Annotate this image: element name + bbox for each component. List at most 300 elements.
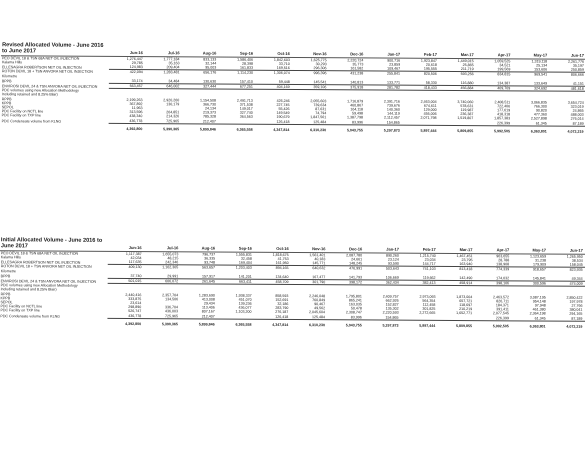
table-cell: 404,169 — [256, 85, 293, 89]
table-cell: 476,991 — [328, 267, 365, 271]
table-cell: 154,865 — [366, 120, 403, 124]
table-cell: 578,631 — [440, 104, 477, 108]
table-cell: 323,019 — [550, 104, 585, 108]
table-cell: 169,404 — [218, 261, 255, 265]
column-header: Aug-16 — [181, 245, 218, 251]
table-cell: 90,467 — [291, 302, 328, 306]
row-label: PDC volumes using new Allocation Methodology — [0, 283, 108, 288]
table-cell: 140,813 — [329, 80, 366, 84]
table-cell: 219,373 — [182, 111, 219, 115]
table-cell: 918,657 — [512, 268, 549, 272]
table-cell: 5,043,755 — [328, 323, 365, 327]
table-cell: 996,396 — [293, 71, 330, 75]
table-cell: 11,963 — [109, 106, 146, 110]
table-cell: 796,737 — [181, 252, 218, 256]
table-cell: 135,302 — [365, 307, 402, 311]
table-cell: 436,778 — [109, 119, 146, 123]
table-cell: 23,859 — [366, 62, 403, 66]
table-cell: 25,865 — [440, 63, 477, 67]
table-cell: 380,041 — [549, 308, 585, 312]
table-cell: 890,260 — [365, 253, 402, 257]
column-header: Jul-16 — [146, 50, 183, 56]
table-cell: 431,238 — [330, 72, 367, 76]
table-cell: 1,777,184 — [146, 57, 183, 61]
table-cell: 4,347,814 — [256, 128, 293, 132]
table-cell: 152,827 — [365, 302, 402, 306]
column-header: Jan-17 — [365, 246, 402, 252]
table-cell: 458,709 — [255, 280, 292, 284]
column-header: Aug-16 — [183, 50, 220, 56]
table-cell: 501,015 — [108, 279, 145, 283]
table-cell: 458,914 — [439, 281, 476, 285]
table-cell: 28,788 — [475, 258, 512, 262]
table-cell: 2,409,757 — [365, 294, 402, 298]
table-cell: 3,654,724 — [550, 100, 585, 104]
column-header: Apr-17 — [477, 52, 514, 58]
table-cell: 4,072,219 — [550, 129, 585, 133]
table-cell: 741,103 — [402, 267, 439, 271]
column-header: Mar-17 — [440, 52, 477, 58]
table-cell: 362,434 — [365, 280, 402, 284]
table-cell: 23,124 — [365, 257, 402, 261]
table-cell: 6,363,801 — [513, 129, 550, 133]
table-cell: 41,753 — [255, 257, 292, 261]
table-cell: 563,657 — [181, 266, 218, 270]
table-cell: 34,484 — [146, 79, 183, 83]
table-cell: 477,360 — [513, 113, 550, 117]
table-cell: 1,203,403 — [218, 266, 255, 270]
table-cell: 130,630 — [182, 79, 219, 83]
table-cell: 807,167 — [181, 310, 218, 314]
table-cell: 2,308,747 — [328, 311, 365, 315]
table-cell: 1,847,561 — [292, 115, 329, 119]
table-cell: 281,782 — [366, 85, 403, 89]
table-title: Initial Allocated Volume - June 2016 to June 2017 — [0, 237, 108, 250]
table-cell: 1,123,659 — [512, 254, 549, 258]
table-cell: 663,411 — [218, 280, 255, 284]
table-cell: 4,392,800 — [109, 127, 146, 131]
table-cell: 1,655,073 — [145, 252, 182, 256]
table-cell: 212,407 — [182, 119, 219, 123]
table-cell: 23,034 — [402, 258, 439, 262]
table-cell: 1,103,200 — [218, 310, 255, 314]
table-cell: 28,398 — [219, 62, 256, 66]
table-cell: 134,387 — [477, 81, 514, 85]
table-cell: 87,631 — [293, 107, 330, 111]
table-cell: 190,679 — [256, 115, 293, 119]
table-cell: 27,766 — [549, 304, 585, 308]
table-cell: 1,117,387 — [108, 252, 145, 256]
table-cell: 564,354 — [402, 299, 439, 303]
table-cell: 157,410 — [219, 79, 256, 83]
table-cell: 2,220,593 — [365, 311, 402, 315]
row-label: RPPB — [0, 292, 108, 297]
table-cell: 153,606 — [513, 68, 550, 72]
table-cell: 5,897,444 — [402, 324, 439, 328]
table-cell: 112,458 — [402, 303, 439, 307]
table-cell: 5,297,873 — [366, 128, 403, 132]
table-cell: 2,087,780 — [328, 253, 365, 257]
row-label: PEO DEVIL 18 & TSN 68A NET OIL INJECTION — [0, 251, 108, 256]
table-cell: 5,809,855 — [439, 129, 476, 133]
column-header: Feb-17 — [402, 246, 439, 252]
table-cell: 264,851 — [145, 110, 182, 114]
table-title: Revised Allocated Volume - June 2016 to June 2017 — [1, 42, 109, 55]
table-cell: 2,391,716 — [366, 99, 403, 103]
table-cell: 6,365,558 — [219, 127, 256, 131]
table-cell: 1,059,525 — [477, 59, 514, 63]
table-cell: 152,691 — [255, 298, 292, 302]
table-cell: 24,865 — [550, 109, 585, 113]
table-cell: 2,491,713 — [219, 98, 256, 102]
row-label: KPPB — [1, 101, 109, 106]
table-cell: 461,380 — [512, 308, 549, 312]
table-cell: 359,106 — [293, 85, 330, 89]
table-cell: 1,923,847 — [403, 58, 440, 62]
table-cell: 2,850,422 — [549, 295, 585, 299]
table-cell: 398,172 — [328, 280, 365, 284]
table-cell: 451,070 — [218, 297, 255, 301]
table-cell: 32,144 — [183, 61, 220, 65]
table-cell: 6,310,230 — [291, 323, 328, 327]
table-cell: 227,745 — [256, 103, 293, 107]
table-cell: 93,748 — [181, 261, 218, 265]
table-cell: 116,880 — [440, 81, 477, 85]
table-cell: 125,484 — [292, 120, 329, 124]
table-cell: 149,549 — [256, 111, 293, 115]
table-cell: 93,590 — [365, 262, 402, 266]
table-cell: 1,114,230 — [219, 71, 256, 75]
table-cell: 1,162,305 — [144, 266, 181, 270]
column-header: Oct-16 — [255, 246, 292, 252]
table-cell: 833,133 — [183, 57, 220, 61]
table-cell: 61,345 — [513, 121, 550, 125]
row-label: ELLESAGRA ROBERTSON NET OIL INJECTION — [1, 65, 109, 70]
table-cell: 40,183 — [292, 257, 329, 261]
table-cell: 59,498 — [329, 111, 366, 115]
table-cell: 969,541 — [513, 73, 550, 77]
table-cell: 1,652,771 — [438, 311, 475, 315]
table-cell: 144,119 — [366, 112, 403, 116]
table-cell: 1,306,074 — [256, 71, 293, 75]
table-cell: 164,118 — [329, 107, 366, 111]
table-cell: 2,973,093 — [402, 294, 439, 298]
table-cell: 1,873,004 — [438, 295, 475, 299]
table-cell: 20,618 — [403, 63, 440, 67]
table-cell: 646,002 — [146, 84, 183, 88]
initial-allocated-volume-table — [0, 237, 585, 329]
table-cell: 83,996 — [329, 120, 366, 124]
table-cell — [218, 314, 255, 318]
table-cell: 33,710 — [256, 62, 293, 66]
table-cell: 41,151 — [550, 81, 585, 85]
table-cell: 366,730 — [182, 102, 219, 106]
row-label: ENVIROSI DEVIL 24 & TSN ANVORA NET OIL INJECTION — [0, 279, 108, 284]
table-cell: 3,740,060 — [440, 100, 477, 104]
table-cell: 6,310,230 — [292, 128, 329, 132]
table-cell: 35,197 — [550, 64, 585, 68]
table-cell: 226,399 — [475, 316, 512, 320]
table-cell: 300,596 — [512, 281, 549, 285]
table-cell: 823,935 — [549, 268, 585, 272]
row-label: RPPB — [1, 97, 109, 102]
column-header: Apr-17 — [475, 247, 512, 253]
row-label: ROTON DEVIL 18 + TSN ANVORA NET OIL INJECTION — [0, 265, 108, 270]
table-cell: 1,555,831 — [218, 252, 255, 256]
table-cell: 35,163 — [146, 61, 183, 65]
table-cell: 140,360 — [366, 107, 403, 111]
table-cell: 138,908 — [475, 262, 512, 266]
column-header: Dec-16 — [330, 51, 367, 57]
table-cell: 3,087,195 — [512, 295, 549, 299]
table-cell: 657,721 — [438, 299, 475, 303]
column-header: Mar-17 — [439, 247, 476, 253]
table-cell: 119,662 — [402, 275, 439, 279]
table-cell: 37,740 — [108, 274, 145, 278]
table-cell: 894,165 — [255, 266, 292, 270]
table-cell: 283,790 — [255, 306, 292, 310]
table-cell: 124,983 — [109, 65, 146, 69]
table-cell: 61,345 — [512, 316, 549, 320]
table-cell: 174,032 — [475, 276, 512, 280]
table-cell: 55,426 — [256, 107, 293, 111]
table-cell: 375,918 — [329, 85, 366, 89]
table-cell: 276,014 — [550, 117, 585, 121]
table-cell: 391,411 — [475, 307, 512, 311]
table-cell: 87,189 — [550, 121, 585, 125]
table-cell: 739,676 — [366, 103, 403, 107]
column-header: Dec-16 — [328, 246, 365, 252]
table-cell: 1,938,337 — [218, 293, 255, 297]
column-header: Jul-16 — [145, 245, 182, 251]
table-cell: 436,077 — [218, 306, 255, 310]
table-cell: 2,112,457 — [366, 116, 403, 120]
table-cell: 145,771 — [292, 261, 329, 265]
table-cell: 184,371 — [475, 303, 512, 307]
row-label: KPPB — [0, 296, 108, 301]
row-label: Kilometre — [1, 74, 109, 79]
table-cell: 154,865 — [365, 315, 402, 319]
table-cell: 129,000 — [403, 108, 440, 112]
table-cell: 139,236 — [218, 302, 255, 306]
table-cell: 250,859 — [550, 68, 585, 72]
table-cell: 806,666 — [550, 73, 585, 77]
table-cell: 210,219 — [438, 307, 475, 311]
table-cell: 29,785 — [109, 61, 146, 65]
table-cell: 25,134 — [513, 63, 550, 67]
table-cell: 5,297,873 — [365, 323, 402, 327]
table-cell: 563,457 — [109, 84, 146, 88]
table-cell: 488,003 — [550, 113, 585, 117]
table-cell: 59,448 — [256, 80, 293, 84]
table-cell: 90,820 — [513, 108, 550, 112]
table-cell: 2,246,048 — [291, 294, 328, 298]
table-cell: 1,154,508 — [182, 98, 219, 102]
table-cell: 865,241 — [328, 298, 365, 302]
table-cell: 126,418 — [254, 314, 291, 318]
row-label: BPPB — [1, 79, 109, 84]
table-cell: 413,008 — [181, 297, 218, 301]
table-cell: 301,825 — [402, 307, 439, 311]
table-cell: 261,645 — [181, 279, 218, 283]
table-cell: 1,625,775 — [293, 58, 330, 62]
table-cell: 820,506 — [403, 72, 440, 76]
table-cell: 526,747 — [107, 309, 144, 313]
table-cell — [402, 315, 439, 319]
table-cell: 1,519,807 — [440, 116, 477, 120]
table-cell: 298,890 — [107, 305, 144, 309]
table-cell: 226,399 — [476, 121, 513, 125]
row-label: Including retained and 8.25% Blair) — [0, 288, 108, 293]
table-cell: 364,563 — [219, 115, 256, 119]
table-cell: 29,991 — [144, 274, 181, 278]
table-cell: 1,265,950 — [549, 254, 585, 258]
table-cell: 739,634 — [293, 103, 330, 107]
table-cell: 2,440,416 — [108, 293, 145, 297]
table-cell: 2,199,263 — [109, 98, 146, 102]
table-cell: 109,467 — [366, 67, 403, 71]
table-cell: 32,186 — [255, 302, 292, 306]
table-cell: 157,917 — [181, 274, 218, 278]
table-cell: 606,072 — [144, 279, 181, 283]
table-cell: 38,534 — [549, 259, 585, 263]
table-cell: 4,347,814 — [254, 323, 291, 327]
table-cell: 2,463,572 — [475, 295, 512, 299]
table-cell: 6,363,801 — [512, 324, 549, 328]
table-cell: 1,283,690 — [181, 293, 218, 297]
table-cell: 313,596 — [109, 110, 146, 114]
table-cell: 725,965 — [145, 119, 182, 123]
table-cell: 113,406 — [181, 306, 218, 310]
table-cell: 1,716,879 — [329, 99, 366, 103]
table-cell: 197,978 — [549, 299, 585, 303]
table-cell: 211,719 — [440, 67, 477, 71]
table-cell: 33,174 — [109, 79, 146, 83]
table-cell: 199,569 — [477, 67, 514, 71]
row-label: SEPOL — [1, 105, 109, 110]
table-cell: 1,842,603 — [256, 58, 293, 62]
table-cell: 212,407 — [181, 314, 218, 318]
table-cell: 23,614 — [108, 301, 145, 305]
table-cell: 236,387 — [440, 112, 477, 116]
column-header: Oct-16 — [256, 51, 293, 57]
column-header: Nov-16 — [292, 246, 329, 252]
table-cell — [440, 121, 477, 125]
table-cell: 177,619 — [476, 108, 513, 112]
table-cell: 163,940 — [439, 262, 476, 266]
table-cell: 24,661 — [328, 257, 365, 261]
total-row — [0, 321, 585, 329]
column-header: Feb-17 — [403, 51, 440, 57]
table-cell: 133,771 — [366, 80, 403, 84]
table-cell: 2,045,604 — [291, 310, 328, 314]
table-cell: 418,318 — [476, 112, 513, 116]
table-cell: 5,897,444 — [403, 129, 440, 133]
table-cell: 2,408,511 — [476, 100, 513, 104]
table-cell: 83,996 — [328, 315, 365, 319]
table-cell: 593,256 — [440, 72, 477, 76]
table-cell: 161,950 — [255, 261, 292, 265]
table-cell: 371,538 — [219, 102, 256, 106]
table-cell: 5,390,365 — [144, 322, 181, 326]
table-cell: 760,849 — [291, 298, 328, 302]
table-cell: 141,793 — [328, 275, 365, 279]
table-cell: 35,773 — [330, 62, 367, 66]
table-cell: 48,215 — [145, 256, 182, 260]
table-cell: 167,477 — [292, 275, 329, 279]
table-cell: 133,649 — [513, 81, 550, 85]
table-cell — [219, 119, 256, 123]
row-label: Kalama Hills — [0, 255, 108, 260]
table-cell: 4,392,800 — [107, 322, 144, 326]
row-label: BPPB — [0, 274, 108, 279]
row-label: Kilometre — [0, 269, 108, 274]
table-cell: 418,433 — [403, 86, 440, 90]
table-cell: 674,611 — [403, 104, 440, 108]
table-cell: 367,892 — [109, 102, 146, 106]
table-cell: 24,134 — [182, 106, 219, 110]
table-cell: 125,484 — [291, 315, 328, 319]
table-cell: 474,009 — [549, 282, 585, 286]
table-cell: 436,003 — [144, 310, 181, 314]
table-cell: 30,293 — [293, 62, 330, 66]
table-cell: 456,884 — [440, 86, 477, 90]
table-cell: 1,276,447 — [109, 57, 146, 61]
row-label: ROTON DEVIL 18 + TSN ANVORA NET OIL INJECTION — [1, 70, 109, 75]
table-cell: 130,179 — [145, 102, 182, 106]
column-header: May-17 — [513, 52, 550, 58]
table-cell: 296,306 — [293, 66, 330, 70]
table-cell: 2,055,603 — [293, 99, 330, 103]
column-header: Jun-16 — [109, 50, 146, 56]
table-cell: 163,035 — [328, 302, 365, 306]
column-header: Nov-16 — [293, 51, 330, 57]
table-cell: 49,562 — [291, 306, 328, 310]
table-cell: 422,094 — [109, 70, 146, 74]
table-cell: 209,404 — [146, 65, 183, 69]
table-cell: 2,071,798 — [403, 116, 440, 120]
table-cell: 161,833 — [219, 66, 256, 70]
column-header: Jan-17 — [366, 51, 403, 57]
row-label — [1, 130, 109, 131]
table-cell: 97,948 — [512, 303, 549, 307]
table-cell: 1,467,451 — [439, 254, 476, 258]
total-row — [1, 126, 585, 134]
table-cell: 1,449,015 — [440, 59, 477, 63]
row-label: Kalama Hills — [1, 60, 109, 65]
table-cell: 2,463,004 — [403, 99, 440, 103]
table-cell: 640,632 — [292, 266, 329, 270]
table-cell: 148,245 — [328, 261, 365, 265]
table-cell: 1,857,383 — [476, 117, 513, 121]
table-cell — [438, 316, 475, 320]
row-label: PDC Condensate volume from KLNG — [1, 119, 109, 124]
table-cell: 336,704 — [144, 305, 181, 309]
table-cell: 141,201 — [218, 274, 255, 278]
table-cell: 142,490 — [439, 276, 476, 280]
table-cell: 900,716 — [366, 58, 403, 62]
table-cell: 766,300 — [513, 104, 550, 108]
table-cell: 1,586,406 — [219, 57, 256, 61]
table-cell: 5,809,855 — [438, 324, 475, 328]
table-cell: 2,261,776 — [550, 59, 585, 63]
table-cell: 722,406 — [476, 104, 513, 108]
table-cell: 963,655 — [475, 254, 512, 258]
table-cell: 301,790 — [291, 280, 328, 284]
table-cell: 725,965 — [144, 314, 181, 318]
table-cell: 656,176 — [182, 71, 219, 75]
table-cell: 1,319,118 — [513, 59, 550, 63]
